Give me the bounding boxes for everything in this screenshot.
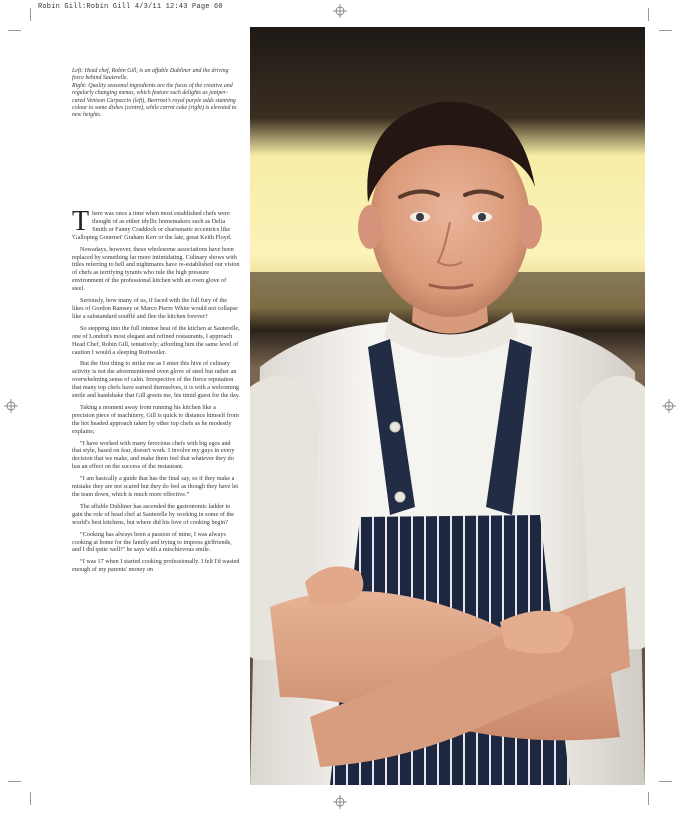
article-paragraph: “I was 17 when I started cooking professionally. I felt I'd wasted enough of my parents' money on	[72, 558, 240, 574]
crop-mark-top-right-h	[659, 30, 672, 31]
chef-photo	[250, 27, 645, 785]
slug-line: Robin Gill:Robin Gill 4/3/11 12:43 Page 60	[38, 3, 223, 11]
article-paragraph: Nowadays, however, these wholesome associations have been replaced by something far more intimidating. Culinary shows with titles referring to hell and nightmares have re-established our vision of chefs as terrifying tyrants who rule the high pressure environment of the professional kitchen with an oven glove of steel.	[72, 245, 240, 293]
article-paragraph: “Cooking has always been a passion of mine, I was always cooking at home for the family and trying to impress girlfriends, and I did quite well!” he says with a mischievous smile.	[72, 530, 232, 554]
article-paragraph: The affable Dubliner has ascended the gastronomic ladder to gain the role of head chef at Sauterelle by working in some of the world's best kitchens, but where did his love of cooking begin?	[72, 502, 235, 526]
article-paragraph: “I have worked with many ferocious chefs with big egos and that style, based on fear, doesn't work. I involve my guys in every decision that we make, and make them feel that whatever they do has an effect on the success of the restaurant.	[72, 439, 235, 471]
crop-mark-top-right	[648, 8, 649, 21]
crop-mark-bottom-left	[30, 792, 31, 805]
article-paragraph: “I am basically a guide that has the final say, so if they make a mistake they are not scared but they do feel as though they have let the team down, which is much more effective.”	[72, 475, 239, 498]
crop-mark-top-left-h	[8, 30, 21, 31]
article-paragraph: Taking a moment away from running his kitchen like a precision piece of machinery, Gill is quick to distance himself from the hot headed approach taken by other top chefs as he modestly explains;	[72, 403, 239, 435]
chef-illustration	[250, 27, 645, 785]
caption-right: Right: Quality seasonal ingredients are the focus of the creative and regularly changing menus, which feature such delights as juniper-cured Venison Carpaccio (left), Beetroot's royal purple adds stunning colour to some dishes (centre), while carrot cake (right) is elevated to new heights.	[72, 82, 237, 119]
article-paragraph: So stepping into the full intense heat of the kitchen at Sauterelle, one of London's most elegant and refined restaurants, I approach Head Chef, Robin Gill, tentatively; affording him the same level of caution I would a sleeping Rottweiler.	[72, 324, 240, 356]
article-paragraph-first	[72, 206, 240, 242]
crop-mark-bottom-left-h	[8, 781, 21, 782]
photo-caption	[72, 68, 240, 120]
registration-mark-bottom	[333, 795, 347, 809]
registration-mark-top	[333, 4, 347, 18]
article-body	[72, 206, 240, 578]
caption-left: Left: Head chef, Robin Gill, is an affable Dubliner and the driving force behind Sauterelle.	[72, 68, 229, 82]
registration-mark-left	[4, 399, 18, 413]
drop-cap: T	[72, 206, 90, 237]
registration-mark-right	[662, 399, 676, 413]
crop-mark-bottom-right	[648, 792, 649, 805]
crop-mark-top-left	[30, 8, 31, 21]
article-paragraph: Seriously, how many of us, if faced with the full fury of the likes of Gordon Ramsey or Marco Pierre White would not collapse like a substandard soufflé and flee the kitchen forever?	[72, 297, 238, 320]
article-paragraph: But the first thing to strike me as I enter this hive of culinary activity is not the aforementioned oven glove of steel but rather an overwhelming sense of calm. Irrespective of the fierce reputation that many top chefs have earned themselves, it is with a welcoming smile and handshake that Gill greets me, his timid guest for the day.	[72, 360, 240, 400]
crop-mark-bottom-right-h	[659, 781, 672, 782]
first-paragraph-text: here was once a time when most established chefs were thought of as either idyllic homemakers such as Delia Smith or Fanny Craddock or charismatic eccentrics like 'Galloping Gourmet' Graham Kerr or the late, great Keith Floyd.	[72, 210, 232, 241]
